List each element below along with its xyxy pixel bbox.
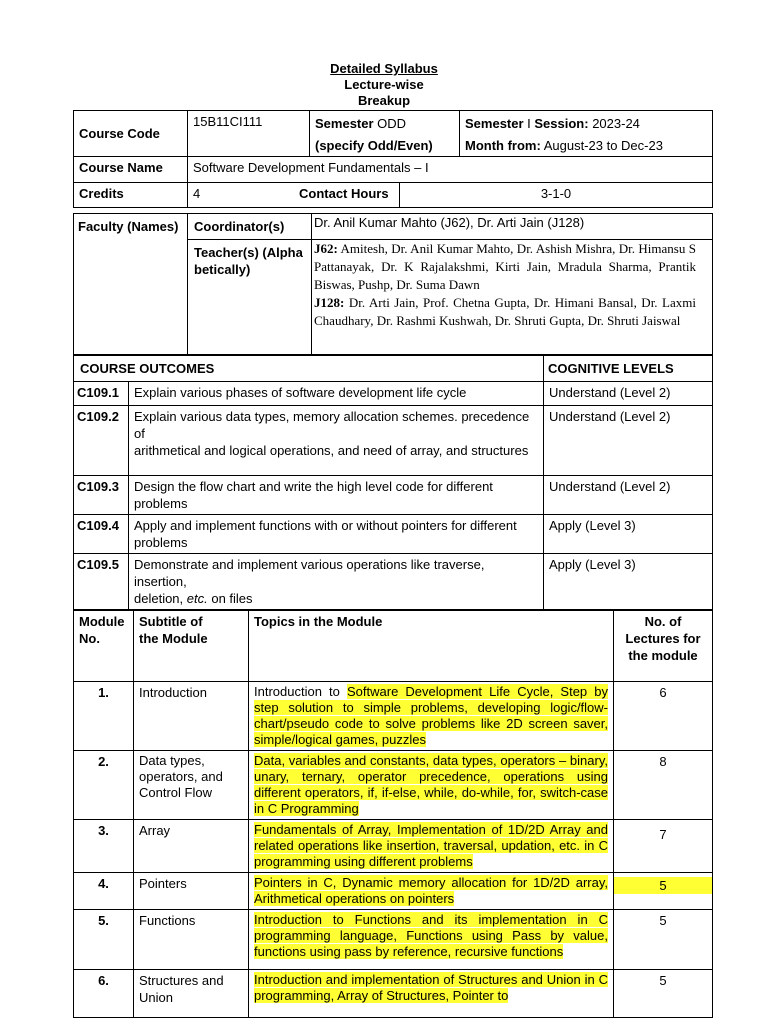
- j128-label: J128:: [314, 295, 345, 310]
- outcome-code: C109.1: [74, 382, 129, 406]
- month-value: August-23 to Dec-23: [540, 138, 663, 153]
- outcome-text-emphasis: etc.: [186, 591, 208, 606]
- teacher-label: Teacher(s) (Alphabetically): [188, 240, 312, 355]
- module-lectures: 8: [614, 751, 713, 820]
- outcome-text: Explain various data types, memory allocation schemes. precedence of arithmetical and logical operations, and need of array, and structures: [129, 406, 544, 476]
- module-subtitle: Functions: [134, 910, 249, 970]
- session-cell: [460, 111, 713, 157]
- outcome-text: Design the flow chart and write the high level code for different problems: [129, 476, 544, 515]
- modules-table: [73, 610, 713, 1018]
- module-subtitle: Array: [134, 820, 249, 873]
- module-lectures: 5: [614, 910, 713, 970]
- module-topics-highlight: Introduction to Functions and its implementation in C programming language, Functions using Pass by value, functions using pass by reference, recursive functions: [254, 912, 608, 959]
- module-topics: [249, 751, 614, 820]
- session-label: Session:: [534, 116, 589, 131]
- credits-number: 4: [193, 186, 201, 201]
- faculty-label: Faculty (Names): [74, 214, 188, 355]
- contact-hours-label: Contact Hours: [299, 186, 389, 201]
- outcome-text: Explain various phases of software development life cycle: [129, 382, 544, 406]
- semester-value: ODD: [373, 116, 407, 131]
- semester-label: Semester: [315, 116, 374, 131]
- j128-block: [314, 294, 696, 330]
- faculty-table: [73, 213, 713, 355]
- module-subtitle: Structures and Union: [134, 970, 249, 1018]
- outcome-level: Understand (Level 2): [544, 476, 713, 515]
- credits-value: [188, 183, 400, 208]
- j128-names: Dr. Arti Jain, Prof. Chetna Gupta, Dr. Himani Bansal, Dr. Laxmi Chaudhary, Dr. Rashmi Kushwah, Dr. Shruti Gupta, Dr. Shruti Jaiswal: [314, 295, 696, 328]
- outcome-code: C109.3: [74, 476, 129, 515]
- outcome-text-part: on files: [207, 591, 253, 606]
- module-subtitle: Data types, operators, and Control Flow: [134, 751, 249, 820]
- module-lectures-highlight: 5: [614, 877, 712, 894]
- outcome-text: [129, 554, 544, 610]
- course-outcomes-table: [73, 355, 713, 610]
- outcomes-header: COURSE OUTCOMES: [74, 356, 544, 382]
- module-topics-highlight: Data, variables and constants, data types, operators – binary, unary, ternary, operator precedence, operations using different operators, if, if-else, while, do-while, for, switch-case in C Programming: [254, 753, 608, 816]
- semester2-value: I: [523, 116, 535, 131]
- semester-note: (specify Odd/Even): [315, 138, 433, 153]
- subtitle-header: Subtitle of the Module: [134, 611, 249, 682]
- coordinator-label: Coordinator(s): [188, 214, 312, 240]
- module-lectures: 6: [614, 682, 713, 751]
- outcome-level: Understand (Level 2): [544, 382, 713, 406]
- module-number: 5.: [74, 910, 134, 970]
- page-title: [0, 61, 768, 109]
- course-code-value: 15B11CI111: [188, 111, 310, 157]
- module-subtitle: Pointers: [134, 873, 249, 910]
- lectures-header: No. of Lectures for the module: [614, 611, 713, 682]
- module-topics-prefix: Introduction to: [254, 684, 347, 699]
- outcome-level: Apply (Level 3): [544, 515, 713, 554]
- module-lectures: 5: [614, 970, 713, 1018]
- teacher-names: [312, 240, 713, 355]
- outcome-text-part: Demonstrate and implement various operations like traverse, insertion, deletion,: [134, 557, 485, 606]
- module-lectures: 7: [614, 820, 713, 873]
- outcome-code: C109.4: [74, 515, 129, 554]
- course-code-label: Course Code: [74, 111, 188, 157]
- course-name-value: Software Development Fundamentals – I: [188, 157, 713, 183]
- module-no-header: Module No.: [74, 611, 134, 682]
- module-topics: [249, 970, 614, 1018]
- module-topics: [249, 682, 614, 751]
- module-topics: [249, 820, 614, 873]
- module-topics-highlight: Software Development Life Cycle, Step by step solution to simple problems, developing logic/flow-chart/pseudo code to solve problems like 2D screen saver, simple/logical games, puzzles: [254, 684, 608, 747]
- j62-names: Amitesh, Dr. Anil Kumar Mahto, Dr. Ashish Mishra, Dr. Himansu S Pattanayak, Dr. K Rajalakshmi, Kirti Jain, Mradula Sharma, Prantik Biswas, Pushp, Dr. Suma Dawn: [314, 241, 696, 292]
- semester2-label: Semester: [465, 116, 524, 131]
- j62-label: J62:: [314, 241, 338, 256]
- module-topics-highlight: Fundamentals of Array, Implementation of 1D/2D Array and related operations like insertion, traversal, updation, etc. in C programming using different problems: [254, 822, 608, 869]
- module-topics-highlight: Introduction and implementation of Structures and Union in C programming, Array of Structures, Pointer to: [254, 972, 608, 1003]
- module-subtitle: Introduction: [134, 682, 249, 751]
- module-topics: [249, 873, 614, 910]
- module-number: 6.: [74, 970, 134, 1018]
- module-number: 1.: [74, 682, 134, 751]
- contact-hours-value: 3-1-0: [400, 183, 713, 208]
- module-number: 3.: [74, 820, 134, 873]
- session-value: 2023-24: [588, 116, 640, 131]
- module-number: 4.: [74, 873, 134, 910]
- outcome-code: C109.5: [74, 554, 129, 610]
- module-topics: [249, 910, 614, 970]
- outcome-level: Understand (Level 2): [544, 406, 713, 476]
- month-label: Month from:: [465, 138, 541, 153]
- course-info-table: [73, 110, 713, 208]
- course-name-label: Course Name: [74, 157, 188, 183]
- title-line-3: Breakup: [357, 93, 411, 108]
- outcome-code: C109.2: [74, 406, 129, 476]
- title-line-2: Lecture-wise: [344, 77, 424, 92]
- outcome-text: Apply and implement functions with or without pointers for different problems: [129, 515, 544, 554]
- topics-header: Topics in the Module: [249, 611, 614, 682]
- module-lectures: [614, 873, 713, 910]
- cognitive-header: COGNITIVE LEVELS: [544, 356, 713, 382]
- title-line-1: Detailed Syllabus: [330, 61, 438, 76]
- module-number: 2.: [74, 751, 134, 820]
- coordinator-value: Dr. Anil Kumar Mahto (J62), Dr. Arti Jain (J128): [312, 214, 713, 240]
- credits-label: Credits: [74, 183, 188, 208]
- module-topics-highlight: Pointers in C, Dynamic memory allocation for 1D/2D array, Arithmetical operations on pointers: [254, 875, 608, 906]
- j62-block: [314, 240, 696, 294]
- semester-cell: [310, 111, 460, 157]
- outcome-level: Apply (Level 3): [544, 554, 713, 610]
